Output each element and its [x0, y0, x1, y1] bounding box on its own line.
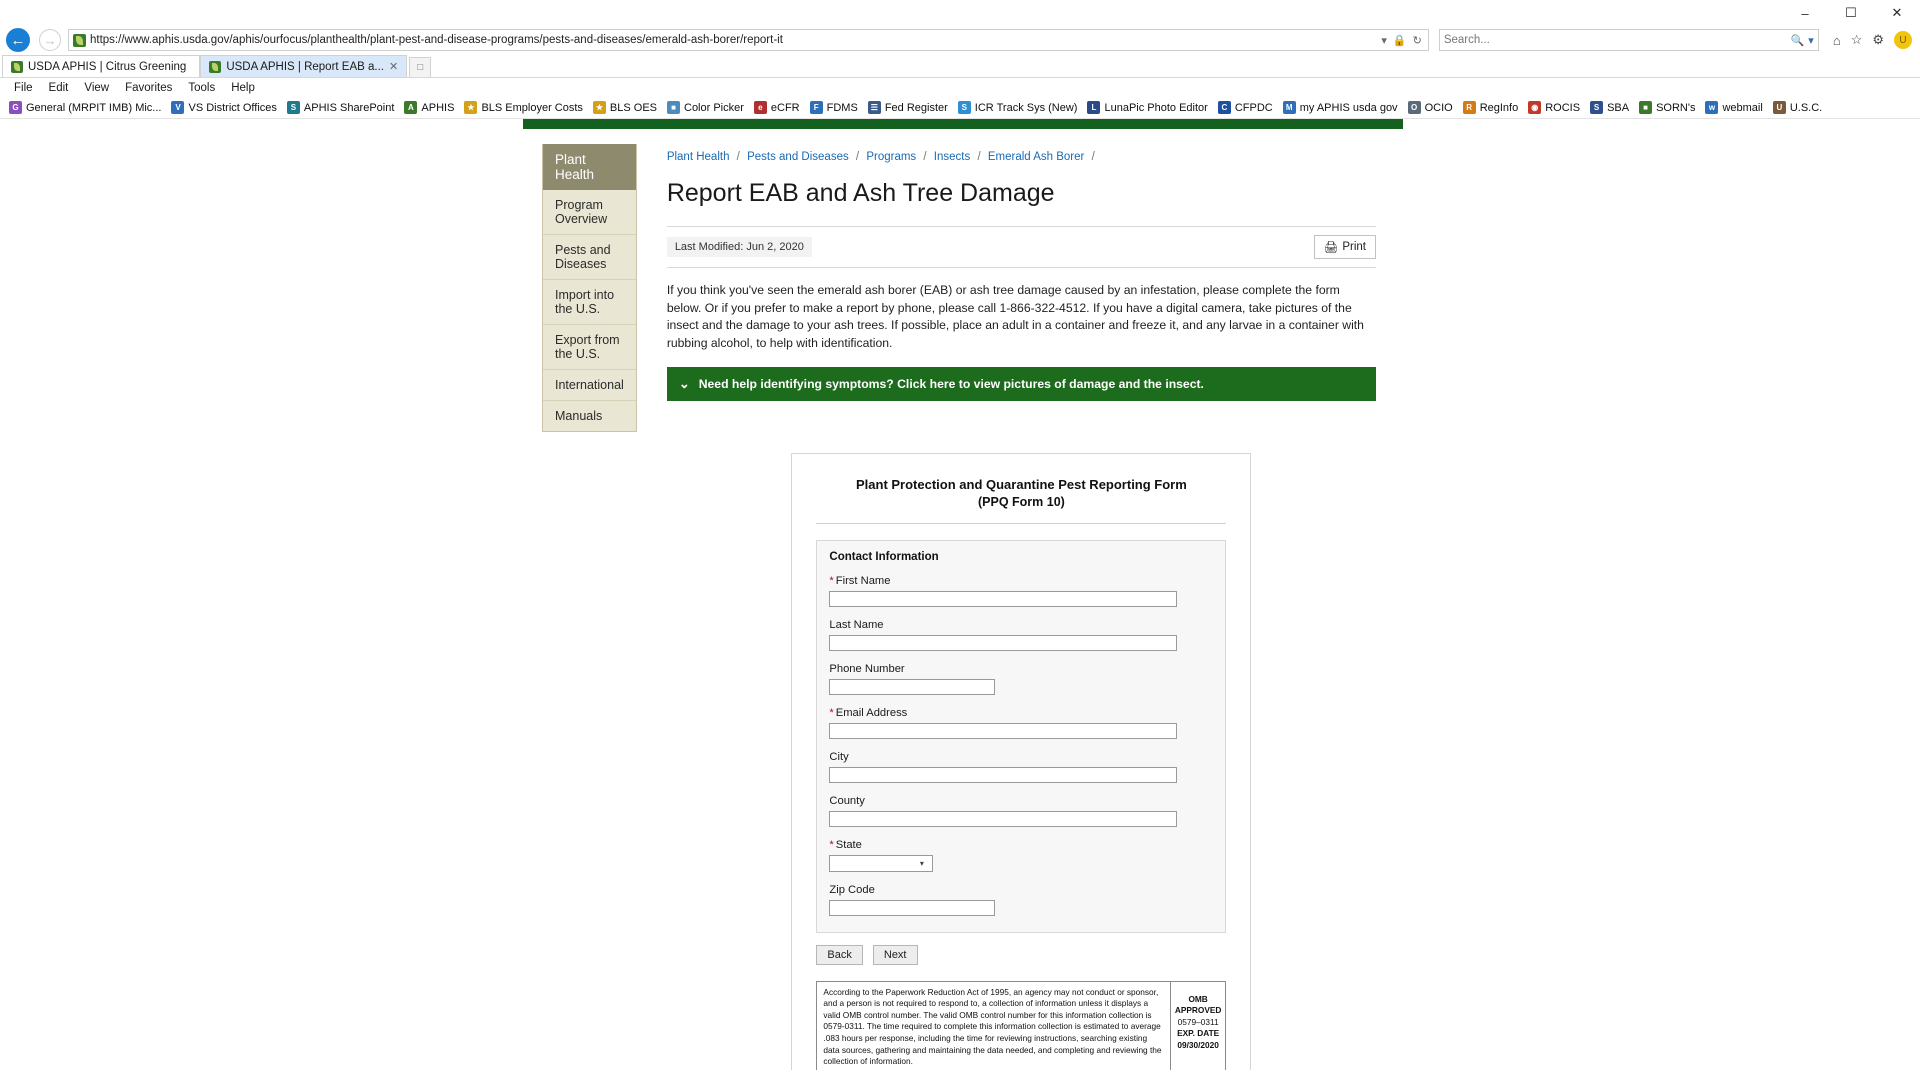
favorite-item[interactable] [863, 98, 953, 118]
menu-bar [0, 78, 1920, 97]
favorite-item-label: ROCIS [1545, 101, 1581, 114]
field-email-address [829, 707, 1213, 739]
favorite-item[interactable] [1700, 98, 1767, 118]
breadcrumb-separator: / [923, 151, 927, 163]
last-modified-text: Last Modified: Jun 2, 2020 [667, 237, 812, 257]
favorites-star-icon[interactable]: ☆ [1850, 32, 1863, 47]
window-titlebar [0, 0, 1920, 26]
menu-file[interactable]: File [14, 81, 33, 94]
breadcrumb-separator: / [1091, 151, 1095, 163]
address-bar-url: https://www.aphis.usda.gov/aphis/ourfocus/planthealth/plant-pest-and-disease-programs/pests-and-diseases/emerald-ash-borer/report-it [90, 34, 783, 46]
chevron-down-icon: ⌄ [678, 375, 690, 391]
favorite-item-label: VS District Offices [188, 101, 277, 114]
breadcrumb-separator: / [736, 151, 740, 163]
favorite-favicon-icon: ◉ [1528, 101, 1541, 114]
favorite-item-label: RegInfo [1479, 101, 1519, 114]
favorite-item[interactable] [399, 98, 459, 118]
breadcrumb-item-plant-health[interactable]: Plant Health [666, 151, 730, 163]
forward-icon: → [39, 29, 61, 51]
email-address-label [829, 707, 1213, 719]
search-icon[interactable]: 🔍 [1790, 34, 1805, 47]
sidebar-item-pests-and-diseases[interactable]: Pests and Diseases [543, 235, 636, 280]
menu-help[interactable]: Help [231, 81, 255, 94]
breadcrumb [667, 151, 1376, 163]
sidebar [542, 144, 637, 432]
browser-nav-bar [0, 26, 1920, 54]
city-input[interactable] [829, 767, 1177, 783]
fieldset-legend: Contact Information [829, 550, 939, 563]
favorite-favicon-icon: e [754, 101, 767, 114]
sidebar-item-export-from-the-us[interactable]: Export from the U.S. [543, 325, 636, 370]
favorite-favicon-icon: R [1463, 101, 1476, 114]
form-subtitle: (PPQ Form 10) [977, 494, 1065, 509]
required-marker: * [829, 706, 834, 719]
favorite-item[interactable] [1403, 98, 1458, 118]
favorite-item-label: LunaPic Photo Editor [1104, 101, 1208, 114]
omb-notice [816, 981, 1226, 1070]
tab-favicon-icon [209, 61, 221, 73]
favorite-item-label: SORN's [1656, 101, 1696, 114]
menu-view[interactable]: View [84, 81, 110, 94]
zip-code-label-text: Zip Code [829, 883, 875, 896]
help-accordion-bar[interactable] [667, 367, 1376, 401]
omb-approval-block [1170, 982, 1226, 1070]
favorite-item[interactable] [166, 98, 281, 118]
last-name-label [829, 619, 1213, 631]
zip-code-input[interactable] [829, 900, 995, 916]
tab-close-icon[interactable]: ✕ [388, 61, 399, 73]
sidebar-item-manuals[interactable]: Manuals [543, 401, 636, 431]
browser-search-placeholder: Search... [1443, 34, 1490, 46]
favorite-favicon-icon: S [958, 101, 971, 114]
field-phone-number [829, 663, 1213, 695]
favorite-favicon-icon: ★ [464, 101, 477, 114]
favorite-item-label: my APHIS usda gov [1299, 101, 1398, 114]
chevron-down-icon: ▾ [919, 858, 924, 868]
print-button-label: Print [1342, 241, 1366, 253]
forward-button[interactable] [36, 26, 64, 54]
form-title: Plant Protection and Quarantine Pest Reporting Form [855, 476, 1187, 492]
favorite-favicon-icon: L [1087, 101, 1100, 114]
favorites-bar [0, 97, 1920, 119]
favorite-item-label: Fed Register [884, 101, 948, 114]
favorite-item-label: SBA [1607, 101, 1630, 114]
favorite-item[interactable] [1585, 98, 1634, 118]
refresh-icon[interactable]: ↻ [1412, 34, 1422, 47]
home-icon[interactable]: ⌂ [1832, 32, 1841, 48]
tools-gear-icon[interactable]: ⚙ [1872, 32, 1884, 47]
favorite-item[interactable] [1768, 98, 1827, 118]
phone-number-label [829, 663, 1213, 675]
browser-search-box[interactable] [1439, 29, 1819, 51]
paperwork-reduction-act-text: According to the Paperwork Reduction Act of 1995, an agency may not conduct or sponsor, and a person is not required to respond to, a collection of information unless it displays a valid OMB control number. The valid OMB control number for this information collection is 0579-0311. The time required to complete this information collection is estimated to average .083 hours per response, including the time for reviewing instructions, searching existing data sources, gathering and maintaining the data needed, and completing and reviewing the collection of information. [823, 986, 1162, 1067]
main-content [667, 129, 1376, 1070]
favorite-item-label: ICR Track Sys (New) [974, 101, 1078, 114]
zip-code-label [829, 884, 1213, 896]
sidebar-header: Plant Health [543, 144, 636, 190]
omb-approved-number: 0579–0311 [1177, 1016, 1219, 1027]
county-label [829, 795, 1213, 807]
site-green-bar [523, 119, 1403, 129]
favorite-favicon-icon: w [1705, 101, 1718, 114]
favorite-item-label: Color Picker [684, 101, 744, 114]
phone-number-label-text: Phone Number [829, 662, 905, 675]
favorite-item[interactable] [1634, 98, 1700, 118]
next-button-form[interactable]: Next [873, 945, 918, 965]
lock-icon: 🔒 [1392, 34, 1407, 47]
favorite-item[interactable] [1523, 98, 1585, 118]
favorite-item-label: General (MRPIT IMB) Mic... [26, 101, 162, 114]
favorite-item-label: FDMS [826, 101, 858, 114]
last-name-input[interactable] [829, 635, 1177, 651]
menu-tools[interactable]: Tools [188, 81, 216, 94]
city-label [829, 751, 1213, 763]
tab-label: USDA APHIS | Citrus Greening [28, 60, 187, 73]
state-select[interactable] [829, 855, 933, 872]
address-dropdown-caret-icon[interactable]: ▾ [1381, 34, 1387, 47]
breadcrumb-item-insects[interactable]: Insects [933, 151, 971, 163]
favorite-item[interactable] [662, 98, 749, 118]
favorite-item-label: U.S.C. [1789, 101, 1823, 114]
favorite-item[interactable] [1213, 98, 1278, 118]
form-divider [816, 523, 1226, 524]
favorite-item[interactable] [1278, 98, 1403, 118]
address-bar[interactable] [68, 29, 1429, 51]
favorite-favicon-icon: ■ [667, 101, 680, 114]
window-close-button[interactable]: ✕ [1891, 5, 1903, 20]
intro-paragraph: If you think you've seen the emerald ash borer (EAB) or ash tree damage caused by an infestation, please complete the form below. Or if you prefer to make a report by phone, please call 1-866-322-4512. If you have a digital camera, take pictures of the insect and the damage to your ash trees. If possible, place an adult in a container and freeze it, and any larvae in a container with rubbing alcohol, to help with identification. [666, 283, 1364, 351]
field-last-name [829, 619, 1213, 651]
sidebar-item-international[interactable]: International [543, 370, 636, 401]
first-name-label-text: First Name [835, 574, 891, 587]
county-input[interactable] [829, 811, 1177, 827]
field-zip-code [829, 884, 1213, 916]
favorite-item[interactable] [4, 98, 166, 118]
field-county [829, 795, 1213, 827]
sidebar-item-import-into-the-us[interactable]: Import into the U.S. [543, 280, 636, 325]
help-accordion-label: Need help identifying symptoms? Click here to view pictures of damage and the insect. [698, 376, 1204, 391]
window-maximize-button[interactable]: ☐ [1845, 5, 1857, 20]
favorite-item[interactable] [1082, 98, 1212, 118]
favorite-favicon-icon: ☰ [868, 101, 881, 114]
favorite-favicon-icon: M [1283, 101, 1296, 114]
favorite-favicon-icon: A [404, 101, 417, 114]
search-caret-icon[interactable]: ▾ [1808, 34, 1814, 47]
field-first-name [829, 575, 1213, 607]
printer-icon: 🖨 [1323, 242, 1339, 254]
breadcrumb-item-emerald-ash-borer[interactable]: Emerald Ash Borer [987, 151, 1085, 163]
favorite-favicon-icon: G [9, 101, 22, 114]
last-name-label-text: Last Name [829, 618, 884, 631]
phone-number-input[interactable] [829, 679, 995, 695]
form-button-row [816, 945, 1226, 965]
breadcrumb-separator: / [855, 151, 860, 163]
avatar[interactable]: U [1894, 31, 1912, 49]
city-label-text: City [829, 750, 849, 763]
favorite-favicon-icon: V [171, 101, 184, 114]
email-address-label-text: Email Address [835, 706, 908, 719]
favorite-favicon-icon: S [287, 101, 300, 114]
tab-label: USDA APHIS | Report EAB a... [226, 60, 384, 73]
tab-favicon-icon [11, 61, 23, 73]
favorite-item[interactable] [749, 98, 805, 118]
sidebar-item-program-overview[interactable]: Program Overview [543, 190, 636, 235]
breadcrumb-item-pests-and-diseases[interactable]: Pests and Diseases [747, 151, 849, 163]
required-marker: * [829, 574, 834, 587]
tab-strip [0, 54, 1920, 78]
omb-exp-date: EXP. DATE 09/30/2020 [1177, 1028, 1220, 1051]
favorite-item[interactable] [588, 98, 662, 118]
page-title: Report EAB and Ash Tree Damage [666, 179, 1055, 207]
favorite-item[interactable] [1458, 98, 1524, 118]
menu-edit[interactable]: Edit [48, 81, 69, 94]
contact-information-fieldset [816, 540, 1226, 933]
state-label [829, 839, 1213, 851]
window-minimize-button[interactable]: – [1801, 5, 1809, 21]
favorite-item-label: APHIS [421, 101, 455, 114]
first-name-input[interactable] [829, 591, 1177, 607]
new-tab-button[interactable]: □ [409, 57, 431, 77]
breadcrumb-item-programs[interactable]: Programs [866, 151, 917, 163]
page-meta-row [667, 226, 1376, 268]
state-label-text: State [835, 838, 862, 851]
favorite-favicon-icon: ★ [593, 101, 606, 114]
favorite-favicon-icon: F [810, 101, 823, 114]
tab-report-eab[interactable] [200, 55, 407, 77]
favorite-favicon-icon: S [1590, 101, 1603, 114]
favorite-item[interactable] [282, 98, 400, 118]
back-button[interactable] [4, 26, 32, 54]
ppq-form-card [791, 453, 1251, 1070]
favorite-favicon-icon: C [1218, 101, 1231, 114]
favorite-item[interactable] [953, 98, 1083, 118]
field-state [829, 839, 1213, 872]
favorite-item[interactable] [459, 98, 587, 118]
favorite-item-label: BLS Employer Costs [481, 101, 583, 114]
email-field[interactable] [829, 723, 1177, 739]
page-viewport [0, 119, 1920, 1070]
county-label-text: County [829, 794, 865, 807]
field-city [829, 751, 1213, 783]
favorite-item-label: APHIS SharePoint [303, 101, 395, 114]
favorite-favicon-icon: U [1773, 101, 1786, 114]
favorite-item-label: BLS OES [609, 101, 657, 114]
favorite-item-label: eCFR [770, 101, 800, 114]
print-button[interactable] [1314, 235, 1376, 259]
favorite-item-label: CFPDC [1234, 101, 1273, 114]
breadcrumb-separator: / [977, 151, 981, 163]
favorite-item-label: webmail [1722, 101, 1763, 114]
favorite-item[interactable] [805, 98, 863, 118]
omb-approved-label: OMB APPROVED [1174, 993, 1222, 1016]
back-icon: ← [6, 28, 30, 52]
tab-citrus-greening[interactable] [2, 55, 200, 77]
menu-favorites[interactable]: Favorites [125, 81, 173, 94]
favorite-favicon-icon: O [1408, 101, 1421, 114]
favorite-item-label: OCIO [1424, 101, 1453, 114]
favorite-favicon-icon: ■ [1639, 101, 1652, 114]
web-page [523, 119, 1403, 1070]
back-button-form[interactable]: Back [816, 945, 862, 965]
required-marker: * [829, 838, 834, 851]
first-name-label [829, 575, 1213, 587]
site-favicon-icon [73, 34, 86, 47]
